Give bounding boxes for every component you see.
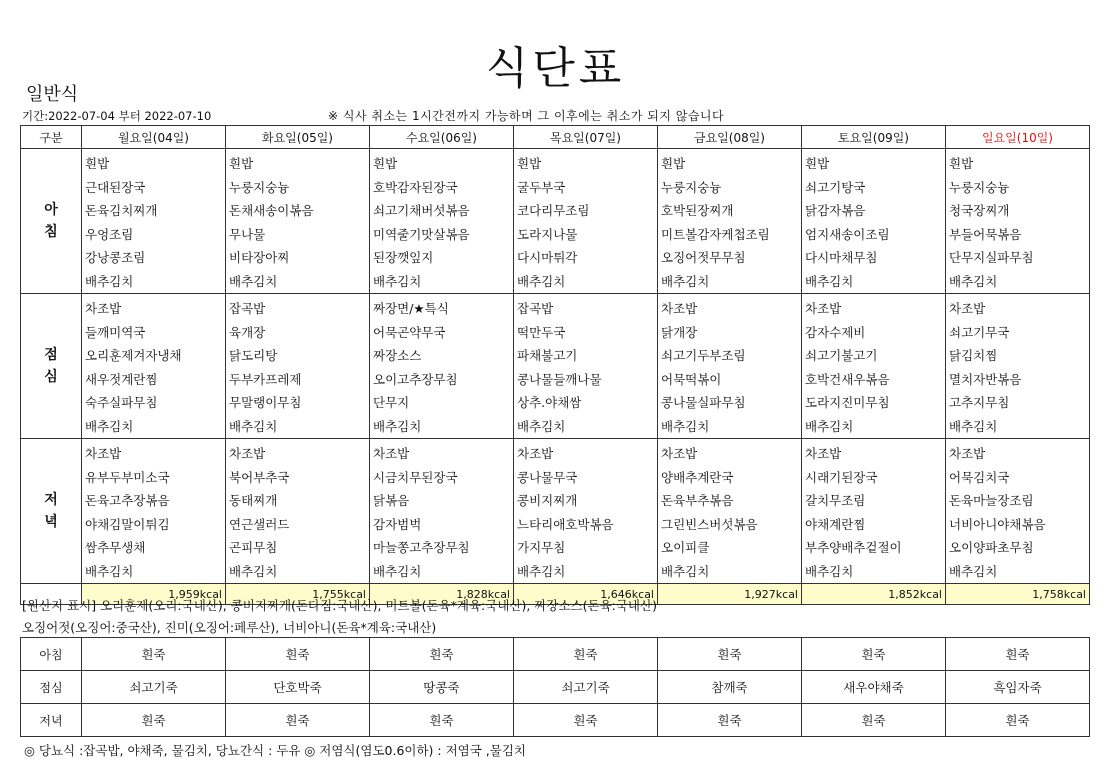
porridge-row-label: 점심 [21,671,82,704]
menu-item: 근대된장국 [85,179,146,195]
menu-item: 닭김치찜 [949,348,998,363]
menu-item: 돈육김치찌개 [85,203,158,218]
menu-cell-lunch-mon [82,294,226,439]
menu-item: 잡곡밥 [229,301,266,316]
menu-item: 도라지나물 [517,226,578,242]
menu-item: 감자수제비 [805,324,866,340]
menu-item: 마늘쫑고추장무침 [373,540,470,555]
menu-item: 미트볼감자케첩조림 [661,226,770,242]
menu-item: 배추김치 [517,418,566,434]
menu-item: 감자범벅 [373,516,422,532]
menu-item: 시래기된장국 [805,469,878,485]
menu-item: 배추김치 [373,273,422,289]
menu-item: 배추김치 [229,563,278,579]
menu-item: 단무지 [373,395,410,410]
menu-item: 흰밥 [661,156,686,171]
menu-item: 짜장소스 [373,348,422,363]
menu-item: 된장깻잎지 [373,250,434,265]
menu-item: 돈채새송이볶음 [229,203,314,218]
menu-item: 느타리애호박볶음 [517,516,614,532]
meal-label-text: 점 심 [44,347,58,385]
menu-item: 차조밥 [949,446,986,461]
menu-item: 흰밥 [517,156,542,171]
menu-item: 숙주실파무침 [85,395,158,410]
meal-row-lunch [21,294,1090,439]
porridge-cell-breakfast-tue: 흰죽 [226,638,370,671]
meal-label-lunch [21,294,82,439]
menu-cell-dinner-fri [658,439,802,584]
page-title: 식단표 [485,43,626,94]
menu-item: 단무지실파무침 [949,250,1034,265]
porridge-cell-breakfast-sun: 흰죽 [946,638,1090,671]
porridge-cell-dinner-thu: 흰죽 [514,704,658,737]
menu-item: 배추김치 [517,273,566,289]
menu-item: 비타장아찌 [229,250,290,265]
menu-item: 누룽지숭늉 [949,179,1010,195]
meal-label-text: 저 녁 [44,492,58,530]
menu-item: 돈육마늘장조림 [949,493,1034,508]
menu-item: 차조밥 [85,446,122,461]
menu-item: 닭감자볶음 [805,203,866,218]
menu-cell-dinner-thu [514,439,658,584]
menu-item: 북어부추국 [229,469,290,485]
menu-item: 누룽지숭늉 [661,179,722,195]
menu-item: 유부두부미소국 [85,469,170,485]
porridge-cell-dinner-sun: 흰죽 [946,704,1090,737]
menu-cell-dinner-wed [370,439,514,584]
porridge-cell-dinner-sat: 흰죽 [802,704,946,737]
porridge-cell-lunch-sat: 새우야채죽 [802,671,946,704]
menu-item: 엄지새송이조림 [805,226,890,242]
menu-item: 쇠고기채버섯볶음 [373,203,470,218]
menu-item: 배추김치 [373,418,422,434]
menu-header-row [21,126,1090,149]
menu-cell-breakfast-fri [658,149,802,294]
menu-item: 호박건새우볶음 [805,371,890,387]
calorie-cell-thu: 1,646kcal [514,584,658,605]
menu-item: 오리훈제겨자냉채 [85,348,182,363]
menu-item: 시금치무된장국 [373,469,458,485]
origin-info-line1: [원산지 표시] 오리훈제(오리:국내산), 콩비지찌개(돈다짐:국내산), 미트볼(돈육*계육:국내산), 짜장소스(돈육:국내산) [22,598,657,613]
menu-item: 흰밥 [85,156,110,171]
menu-item: 콩나물실파무침 [661,395,746,410]
menu-item: 미역줄기맛살볶음 [373,226,470,242]
menu-item: 양배추계란국 [661,469,734,485]
porridge-cell-lunch-tue: 단호박죽 [226,671,370,704]
menu-item: 배추김치 [85,273,134,289]
menu-item: 콩나물들깨나물 [517,371,602,387]
porridge-cell-dinner-wed: 흰죽 [370,704,514,737]
menu-item: 돈육고추장볶음 [85,493,170,508]
menu-item: 무나물 [229,226,266,242]
menu-item: 야채계란찜 [805,516,866,532]
menu-cell-lunch-sun [946,294,1090,439]
porridge-cell-lunch-thu: 쇠고기죽 [514,671,658,704]
calorie-cell-fri: 1,927kcal [658,584,802,605]
menu-item: 오이고추장무침 [373,371,458,387]
menu-item: 파채불고기 [517,348,578,363]
menu-item: 호박된장찌개 [661,203,734,218]
menu-item: 배추김치 [661,418,710,434]
menu-item: 차조밥 [85,301,122,316]
origin-info-line2: 오징어젓(오징어:중국산), 진미(오징어:페루산), 너비아니(돈육*계육:국내산) [22,620,437,635]
menu-item: 새우젓계란찜 [85,371,158,387]
menu-item: 배추김치 [661,273,710,289]
porridge-cell-breakfast-sat: 흰죽 [802,638,946,671]
menu-item: 우엉조림 [85,226,134,242]
header-day-sun: 일요일(10일) [946,126,1090,149]
period-text: 기간:2022-07-04 부터 2022-07-10 [22,109,212,123]
porridge-cell-lunch-mon: 쇠고기죽 [82,671,226,704]
header-day-sat: 토요일(09일) [802,126,946,149]
menu-item: 야채김말이튀김 [85,516,170,532]
porridge-cell-breakfast-mon: 흰죽 [82,638,226,671]
menu-item: 배추김치 [517,563,566,579]
meal-row-breakfast [21,149,1090,294]
menu-item: 배추김치 [661,563,710,579]
menu-item: 두부카프레제 [229,371,302,387]
porridge-cell-breakfast-wed: 흰죽 [370,638,514,671]
meal-label-text: 아 침 [44,202,58,240]
calorie-cell-tue: 1,755kcal [226,584,370,605]
menu-item: 갈치무조림 [805,493,866,508]
menu-item: 차조밥 [661,301,698,316]
menu-item: 배추김치 [949,273,998,289]
menu-type-label: 일반식 [26,84,79,105]
menu-cell-dinner-mon [82,439,226,584]
header-day-tue: 화요일(05일) [226,126,370,149]
menu-item: 연근샐러드 [229,516,290,532]
menu-item: 코다리무조림 [517,203,590,218]
porridge-cell-lunch-wed: 땅콩죽 [370,671,514,704]
meal-label-breakfast [21,149,82,294]
menu-item: 흰밥 [373,156,398,171]
porridge-cell-dinner-mon: 흰죽 [82,704,226,737]
porridge-row-dinner [21,704,1090,737]
menu-item: 상추.야채쌈 [517,395,582,410]
menu-item: 차조밥 [229,446,266,461]
menu-cell-breakfast-sat [802,149,946,294]
menu-item: 누룽지숭늉 [229,179,290,195]
menu-cell-breakfast-sun [946,149,1090,294]
menu-cell-lunch-thu [514,294,658,439]
meal-row-dinner [21,439,1090,584]
menu-cell-breakfast-tue [226,149,370,294]
menu-cell-dinner-sat [802,439,946,584]
menu-cell-lunch-tue [226,294,370,439]
menu-item: 부들어묵볶음 [949,226,1022,242]
menu-item: 쌈추무생채 [85,540,146,555]
menu-item: 곤피무침 [229,540,278,555]
menu-item: 무말랭이무침 [229,395,302,410]
menu-item: 가지무침 [517,540,566,555]
menu-item: 배추김치 [85,418,134,434]
menu-item: 쇠고기탕국 [805,179,866,195]
menu-item: 차조밥 [517,446,554,461]
menu-item: 호박감자된장국 [373,179,458,195]
menu-item: 쇠고기두부조림 [661,348,746,363]
menu-item: 흰밥 [229,156,254,171]
header-day-thu: 목요일(07일) [514,126,658,149]
menu-item: 배추김치 [373,563,422,579]
menu-item: 쇠고기불고기 [805,348,878,363]
header-day-mon: 월요일(04일) [82,126,226,149]
porridge-row-label: 아침 [21,638,82,671]
menu-item: 들깨미역국 [85,324,146,340]
menu-cell-lunch-fri [658,294,802,439]
menu-cell-lunch-sat [802,294,946,439]
menu-item: 닭도리탕 [229,348,278,363]
porridge-cell-dinner-tue: 흰죽 [226,704,370,737]
porridge-cell-lunch-fri: 참깨죽 [658,671,802,704]
header-category: 구분 [21,126,82,149]
menu-item: 어묵떡볶이 [661,371,722,387]
menu-item: 굴두부국 [517,179,566,195]
menu-item: 동태찌개 [229,493,278,508]
porridge-cell-breakfast-fri: 흰죽 [658,638,802,671]
menu-cell-breakfast-mon [82,149,226,294]
calorie-cell-wed: 1,828kcal [370,584,514,605]
menu-item: 돈육부추볶음 [661,493,734,508]
menu-item: 닭개장 [661,324,698,340]
porridge-row-lunch [21,671,1090,704]
menu-table [20,125,1090,605]
cancel-notice: ※ 식사 취소는 1시간전까지 가능하며 그 이후에는 취소가 되지 않습니다 [328,109,725,123]
menu-item: 쇠고기무국 [949,324,1010,340]
menu-cell-dinner-sun [946,439,1090,584]
menu-cell-breakfast-thu [514,149,658,294]
menu-item: 잡곡밥 [517,301,554,316]
menu-item: 차조밥 [661,446,698,461]
menu-item: 배추김치 [949,563,998,579]
menu-item: 너비아니야채볶음 [949,516,1046,532]
menu-item: 어묵곤약무국 [373,324,446,340]
menu-item: 청국장찌개 [949,203,1010,218]
menu-item: 배추김치 [85,563,134,579]
calorie-cell-sun: 1,758kcal [946,584,1090,605]
menu-item: 차조밥 [805,301,842,316]
menu-cell-lunch-wed [370,294,514,439]
menu-item: 고추지무침 [949,395,1010,410]
menu-item: 배추김치 [229,273,278,289]
menu-cell-dinner-tue [226,439,370,584]
menu-item: 차조밥 [373,446,410,461]
menu-item: 도라지진미무침 [805,395,890,410]
menu-item: 배추김치 [805,563,854,579]
diet-footnote: ◎ 당뇨식 :잡곡밥, 야채죽, 물김치, 당뇨간식 : 두유 ◎ 저염식(염도0.6이하) : 저염국 ,물김치 [24,743,526,758]
menu-cell-breakfast-wed [370,149,514,294]
menu-item: 부추양배추겉절이 [805,540,902,555]
menu-item: 닭볶음 [373,493,410,508]
menu-item: 배추김치 [949,418,998,434]
menu-item: 짜장면/★특식 [373,301,449,316]
menu-item: 어묵김치국 [949,469,1010,485]
porridge-row-breakfast [21,638,1090,671]
menu-item: 멸치자반볶음 [949,371,1022,387]
menu-item: 그린빈스버섯볶음 [661,516,758,532]
menu-item: 오이양파초무침 [949,540,1034,555]
menu-item: 콩나물무국 [517,469,578,485]
menu-item: 강낭콩조림 [85,250,146,265]
porridge-row-label: 저녁 [21,704,82,737]
calorie-cell-sat: 1,852kcal [802,584,946,605]
meal-label-dinner [21,439,82,584]
menu-item: 흰밥 [949,156,974,171]
menu-item: 다시마채무침 [805,250,878,265]
menu-item: 다시마튀각 [517,250,578,265]
menu-item: 배추김치 [805,418,854,434]
menu-item: 오징어젓무무침 [661,250,746,265]
menu-item: 배추김치 [229,418,278,434]
menu-item: 차조밥 [949,301,986,316]
menu-item: 배추김치 [805,273,854,289]
menu-item: 차조밥 [805,446,842,461]
header-day-wed: 수요일(06일) [370,126,514,149]
menu-item: 흰밥 [805,156,830,171]
menu-item: 콩비지찌개 [517,493,578,508]
porridge-cell-dinner-fri: 흰죽 [658,704,802,737]
menu-item: 떡만두국 [517,324,566,340]
header-day-fri: 금요일(08일) [658,126,802,149]
menu-item: 육개장 [229,324,266,340]
calorie-cell-mon: 1,959kcal [82,584,226,605]
menu-item: 오이피클 [661,540,710,555]
porridge-cell-lunch-sun: 흑임자죽 [946,671,1090,704]
porridge-table [20,637,1090,737]
porridge-cell-breakfast-thu: 흰죽 [514,638,658,671]
